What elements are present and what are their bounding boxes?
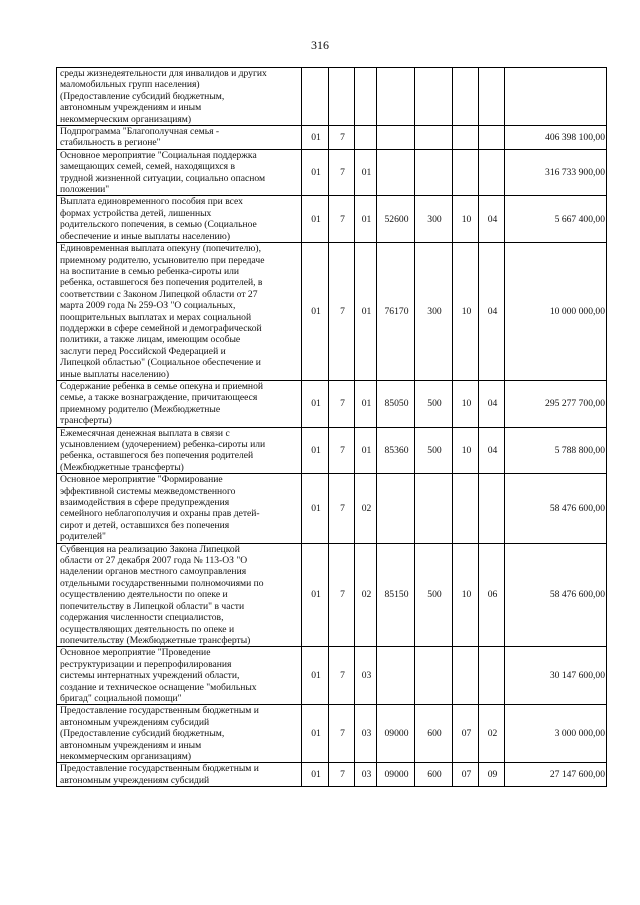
item-name-line: формах устройства детей, лишенных [60, 207, 212, 219]
amount-cell: 316 733 900,00 [505, 149, 607, 196]
table-row [57, 380, 607, 427]
subprogram-code-cell: 02 [355, 474, 377, 543]
ministry-code-cell: 01 [302, 427, 329, 474]
subprogram-code-cell: 01 [355, 380, 377, 427]
item-name-line: Выплата единовременного пособия при всех [60, 196, 243, 208]
subprogram-code-cell: 01 [355, 149, 377, 196]
item-code-cell [377, 474, 415, 543]
amount-cell: 30 147 600,00 [505, 647, 607, 705]
subsection-code-cell [479, 647, 505, 705]
item-name-line: Единовременная выплата опекуну (попечителю), [60, 243, 262, 255]
item-name-cell [57, 68, 302, 126]
item-name-line: Предоставление государственным бюджетным и [60, 763, 259, 775]
item-name-line: попечительству (Межбюджетные трансферты) [60, 634, 251, 646]
subsection-code-cell [479, 149, 505, 196]
item-name-cell [57, 647, 302, 705]
item-name-line: семье, а также вознаграждение, причитающееся [60, 392, 258, 404]
item-name-line: взаимодействия в сфере предупреждения [60, 497, 230, 509]
program-code-cell [329, 68, 355, 126]
section-code-cell: 10 [453, 380, 479, 427]
subsection-code-cell: 04 [479, 243, 505, 381]
item-name-line: (Предоставление субсидий бюджетным, [60, 90, 225, 102]
item-name-line: области от 27 декабря 2007 года № 113-ОЗ "О [60, 555, 248, 567]
section-code-cell [453, 68, 479, 126]
table-row [57, 647, 607, 705]
program-code-cell: 7 [329, 149, 355, 196]
section-code-cell: 10 [453, 196, 479, 243]
item-code-cell: 85150 [377, 543, 415, 647]
item-name-line: на воспитание в семью ребенка-сироты или [60, 265, 240, 277]
subsection-code-cell: 04 [479, 427, 505, 474]
subsection-code-cell [479, 126, 505, 150]
program-code-cell: 7 [329, 474, 355, 543]
table-row [57, 243, 607, 381]
amount-cell [505, 68, 607, 126]
subsection-code-cell: 04 [479, 380, 505, 427]
subprogram-code-cell [355, 126, 377, 150]
expense-type-cell [415, 149, 453, 196]
program-code-cell: 7 [329, 126, 355, 150]
item-name-line: иные выплаты населению) [60, 368, 170, 380]
item-name-line: марта 2009 года № 259-ОЗ "О социальных, [60, 300, 236, 312]
item-name-line: Ежемесячная денежная выплата в связи с [60, 427, 230, 439]
amount-cell: 5 667 400,00 [505, 196, 607, 243]
item-name-line: ребенка, оставшегося без попечения родителей, в [60, 277, 263, 289]
item-name-line: (Предоставление субсидий бюджетным, [60, 728, 225, 740]
item-code-cell [377, 126, 415, 150]
item-name-line: автономным учреждениям и иным [60, 102, 202, 114]
item-name-line: родительского попечения, в семью (Социальное [60, 219, 257, 231]
ministry-code-cell: 01 [302, 380, 329, 427]
subprogram-code-cell: 03 [355, 705, 377, 763]
item-name-line: осуществляющих деятельность по опеке и [60, 623, 235, 635]
budget-table [56, 67, 607, 787]
ministry-code-cell: 01 [302, 705, 329, 763]
program-code-cell: 7 [329, 543, 355, 647]
item-name-line: реструктуризации и перепрофилирования [60, 658, 232, 670]
table-row [57, 763, 607, 787]
program-code-cell: 7 [329, 196, 355, 243]
item-name-cell [57, 196, 302, 243]
ministry-code-cell: 01 [302, 149, 329, 196]
item-name-line: заслуги перед Российской Федерацией и [60, 345, 226, 357]
expense-type-cell [415, 126, 453, 150]
item-name-cell [57, 705, 302, 763]
item-name-cell [57, 149, 302, 196]
item-name-line: создание и техническое оснащение "мобильных [60, 681, 257, 693]
section-code-cell [453, 474, 479, 543]
item-name-line: наделении органов местного самоуправления [60, 566, 247, 578]
subprogram-code-cell: 01 [355, 243, 377, 381]
item-name-line: положении" [60, 184, 110, 196]
amount-cell: 27 147 600,00 [505, 763, 607, 787]
item-name-cell [57, 474, 302, 543]
item-name-cell [57, 763, 302, 787]
expense-type-cell: 600 [415, 705, 453, 763]
item-name-line: среды жизнедеятельности для инвалидов и других [60, 68, 267, 79]
table-row [57, 543, 607, 647]
item-name-line: семейного неблагополучия и охраны прав детей- [60, 508, 260, 520]
subprogram-code-cell: 03 [355, 647, 377, 705]
item-name-line: некоммерческим организациям) [60, 113, 192, 125]
item-code-cell [377, 68, 415, 126]
item-name-line: обеспечение и иные выплаты населению) [60, 230, 231, 242]
ministry-code-cell: 01 [302, 647, 329, 705]
item-code-cell: 76170 [377, 243, 415, 381]
item-name-line: сирот и детей, оставшихся без попечения [60, 519, 230, 531]
item-name-line: поддержки в сфере семейной и демографической [60, 322, 262, 334]
table-row [57, 149, 607, 196]
ministry-code-cell [302, 68, 329, 126]
subprogram-code-cell: 01 [355, 427, 377, 474]
table-row [57, 474, 607, 543]
item-name-line: отдельными государственными полномочиями по [60, 577, 264, 589]
amount-cell: 295 277 700,00 [505, 380, 607, 427]
subsection-code-cell: 02 [479, 705, 505, 763]
subsection-code-cell: 06 [479, 543, 505, 647]
table-row [57, 196, 607, 243]
table-row [57, 126, 607, 150]
item-name-line: Подпрограмма "Благополучная семья - [60, 126, 220, 138]
item-name-line: ребенка, оставшегося без попечения родителей [60, 450, 254, 462]
item-name-line: Содержание ребенка в семье опекуна и приемной [60, 380, 264, 392]
item-name-line: Основное мероприятие "Социальная поддержка [60, 149, 257, 161]
item-name-line: родителей" [60, 531, 106, 543]
subprogram-code-cell [355, 68, 377, 126]
expense-type-cell: 500 [415, 427, 453, 474]
item-name-line: (Межбюджетные трансферты) [60, 461, 184, 473]
item-code-cell: 09000 [377, 763, 415, 787]
item-name-line: некоммерческим организациям) [60, 750, 192, 762]
ministry-code-cell: 01 [302, 474, 329, 543]
subsection-code-cell [479, 68, 505, 126]
item-name-line: автономным учреждениям субсидий [60, 774, 210, 786]
expense-type-cell: 300 [415, 243, 453, 381]
item-name-line: Основное мероприятие "Проведение [60, 647, 211, 659]
ministry-code-cell: 01 [302, 543, 329, 647]
item-name-cell [57, 427, 302, 474]
table-row [57, 68, 607, 126]
expense-type-cell: 500 [415, 543, 453, 647]
section-code-cell: 10 [453, 543, 479, 647]
item-name-line: автономным учреждениям и иным [60, 739, 202, 751]
item-name-cell [57, 380, 302, 427]
amount-cell: 5 788 800,00 [505, 427, 607, 474]
ministry-code-cell: 01 [302, 763, 329, 787]
subsection-code-cell: 09 [479, 763, 505, 787]
table-row [57, 705, 607, 763]
ministry-code-cell: 01 [302, 196, 329, 243]
item-name-line: замещающих семей, семей, находящихся в [60, 161, 235, 173]
item-name-line: осуществлению деятельности по опеке и [60, 589, 228, 601]
program-code-cell: 7 [329, 705, 355, 763]
item-name-line: маломобильных групп населения) [60, 79, 200, 91]
section-code-cell: 10 [453, 427, 479, 474]
table-row [57, 427, 607, 474]
item-name-line: Предоставление государственным бюджетным и [60, 705, 259, 717]
item-code-cell: 85050 [377, 380, 415, 427]
section-code-cell [453, 647, 479, 705]
item-name-line: соответствии с Законом Липецкой области от 27 [60, 288, 258, 300]
item-code-cell: 85360 [377, 427, 415, 474]
item-name-line: Субвенция на реализацию Закона Липецкой [60, 543, 240, 555]
item-code-cell: 09000 [377, 705, 415, 763]
item-code-cell: 52600 [377, 196, 415, 243]
item-name-line: системы интернатных учреждений области, [60, 670, 240, 682]
program-code-cell: 7 [329, 380, 355, 427]
section-code-cell: 10 [453, 243, 479, 381]
expense-type-cell: 600 [415, 763, 453, 787]
item-name-line: поощрительных выплатах и мерах социальной [60, 311, 252, 323]
subprogram-code-cell: 02 [355, 543, 377, 647]
ministry-code-cell: 01 [302, 243, 329, 381]
expense-type-cell [415, 647, 453, 705]
program-code-cell: 7 [329, 763, 355, 787]
item-name-line: бригад" социальной помощи" [60, 692, 182, 704]
item-name-line: приемному родителю (Межбюджетные [60, 403, 221, 415]
item-name-line: трудной жизненной ситуации, социально опасном [60, 172, 266, 184]
item-name-cell [57, 126, 302, 150]
amount-cell: 10 000 000,00 [505, 243, 607, 381]
item-name-line: эффективной системы межведомственного [60, 485, 236, 497]
amount-cell: 3 000 000,00 [505, 705, 607, 763]
subsection-code-cell: 04 [479, 196, 505, 243]
item-name-line: трансферты) [60, 415, 112, 427]
item-code-cell [377, 149, 415, 196]
section-code-cell [453, 149, 479, 196]
item-name-line: усыновлением (удочерением) ребенка-сироты или [60, 439, 266, 450]
item-name-line: автономным учреждениям субсидий [60, 716, 210, 728]
item-name-line: попечительству в Липецкой области" в части [60, 600, 245, 612]
subprogram-code-cell: 01 [355, 196, 377, 243]
section-code-cell: 07 [453, 705, 479, 763]
item-name-line: Основное мероприятие "Формирование [60, 474, 223, 486]
program-code-cell: 7 [329, 243, 355, 381]
expense-type-cell: 500 [415, 380, 453, 427]
amount-cell: 58 476 600,00 [505, 543, 607, 647]
item-name-line: Липецкой областью" (Социальное обеспечение и [60, 357, 261, 369]
item-name-cell [57, 243, 302, 381]
amount-cell: 406 398 100,00 [505, 126, 607, 150]
subprogram-code-cell: 03 [355, 763, 377, 787]
amount-cell: 58 476 600,00 [505, 474, 607, 543]
subsection-code-cell [479, 474, 505, 543]
ministry-code-cell: 01 [302, 126, 329, 150]
section-code-cell: 07 [453, 763, 479, 787]
expense-type-cell [415, 474, 453, 543]
item-name-line: приемному родителю, усыновителю при передаче [60, 254, 265, 266]
item-name-line: политики, а также лицам, имеющим особые [60, 334, 241, 346]
page-number: 316 [311, 38, 329, 52]
program-code-cell: 7 [329, 647, 355, 705]
expense-type-cell: 300 [415, 196, 453, 243]
table-body [57, 68, 607, 787]
item-name-line: стабильность в регионе" [60, 137, 161, 149]
program-code-cell: 7 [329, 427, 355, 474]
section-code-cell [453, 126, 479, 150]
item-name-line: содержания численности специалистов, [60, 612, 224, 624]
expense-type-cell [415, 68, 453, 126]
item-name-cell [57, 543, 302, 647]
item-code-cell [377, 647, 415, 705]
